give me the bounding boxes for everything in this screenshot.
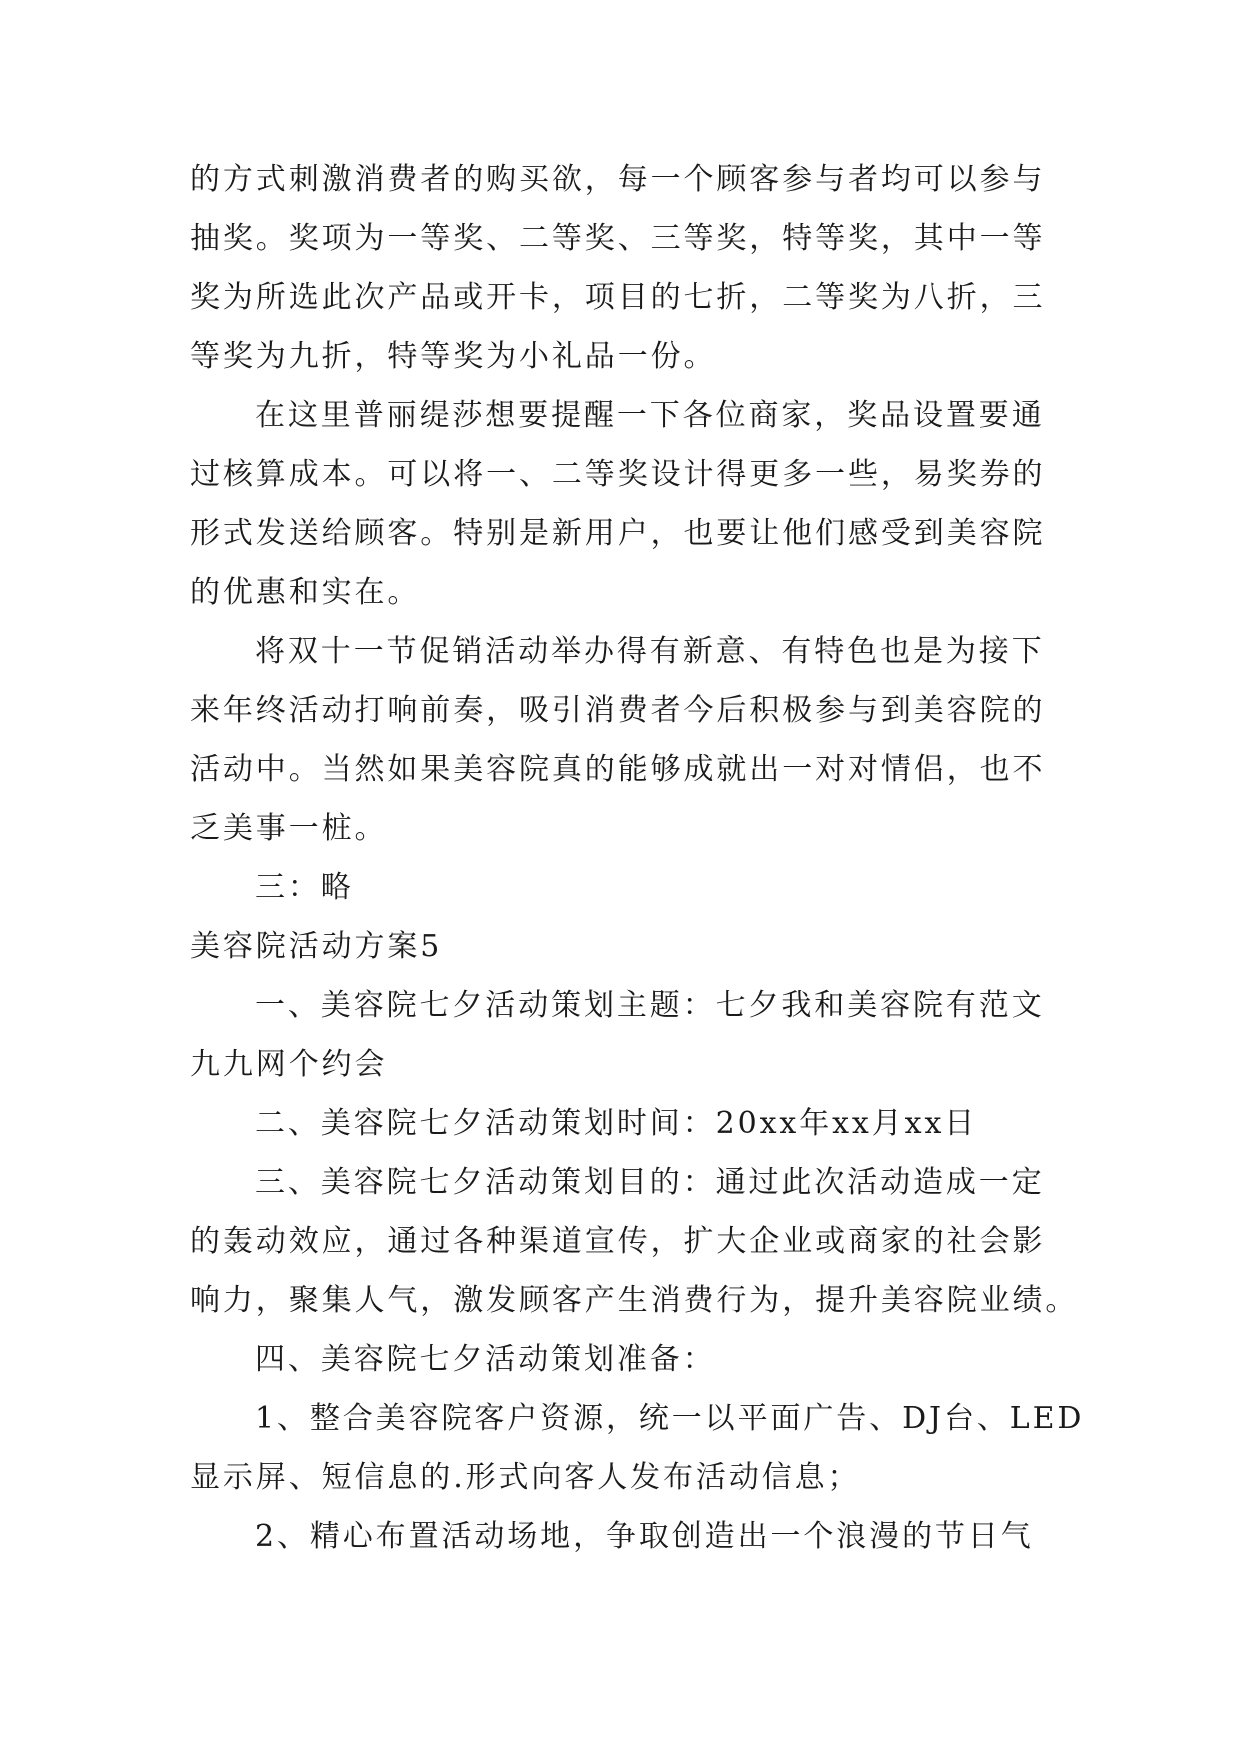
paragraph-start-line: 三、美容院七夕活动策划目的：通过此次活动造成一定 <box>255 1165 1045 1200</box>
paragraph-start-line: 2、精心布置活动场地，争取创造出一个浪漫的节日气 <box>255 1519 1034 1554</box>
document-body <box>190 150 1085 1566</box>
paragraph-start-line: 1、整合美容院客户资源，统一以平面广告、DJ台、LED <box>255 1401 1085 1436</box>
text-line: 的轰动效应，通过各种渠道宣传，扩大企业或商家的社会影 <box>190 1224 1046 1259</box>
text-line: 的优惠和实在。 <box>190 575 421 610</box>
text-line: 抽奖。奖项为一等奖、二等奖、三等奖，特等奖，其中一等 <box>190 221 1046 256</box>
section-line: 三：略 <box>255 870 354 905</box>
paragraph-start-line: 一、美容院七夕活动策划主题：七夕我和美容院有范文 <box>255 988 1045 1023</box>
paragraph-start-line: 将双十一节促销活动举办得有新意、有特色也是为接下 <box>255 634 1045 669</box>
paragraph-start-line: 在这里普丽缇莎想要提醒一下各位商家，奖品设置要通 <box>255 398 1045 433</box>
text-line: 过核算成本。可以将一、二等奖设计得更多一些，易奖券的 <box>190 457 1046 492</box>
text-line: 的方式刺激消费者的购买欲，每一个顾客参与者均可以参与 <box>190 162 1046 197</box>
text-line: 显示屏、短信息的.形式向客人发布活动信息； <box>190 1460 861 1495</box>
section-heading: 美容院活动方案5 <box>190 929 443 964</box>
text-line: 来年终活动打响前奏，吸引消费者今后积极参与到美容院的 <box>190 693 1046 728</box>
text-line: 等奖为九折，特等奖为小礼品一份。 <box>190 339 717 374</box>
text-line: 乏美事一桩。 <box>190 811 388 846</box>
text-line: 形式发送给顾客。特别是新用户，也要让他们感受到美容院 <box>190 516 1046 551</box>
text-line: 奖为所选此次产品或开卡，项目的七折，二等奖为八折，三 <box>190 280 1046 315</box>
text-line: 活动中。当然如果美容院真的能够成就出一对对情侣，也不 <box>190 752 1046 787</box>
text-line: 响力，聚集人气，激发顾客产生消费行为，提升美容院业绩。 <box>190 1283 1079 1318</box>
paragraph-start-line: 四、美容院七夕活动策划准备： <box>255 1342 716 1377</box>
paragraph-start-line: 二、美容院七夕活动策划时间：20xx年xx月xx日 <box>255 1106 978 1141</box>
text-line: 九九网个约会 <box>190 1047 388 1082</box>
